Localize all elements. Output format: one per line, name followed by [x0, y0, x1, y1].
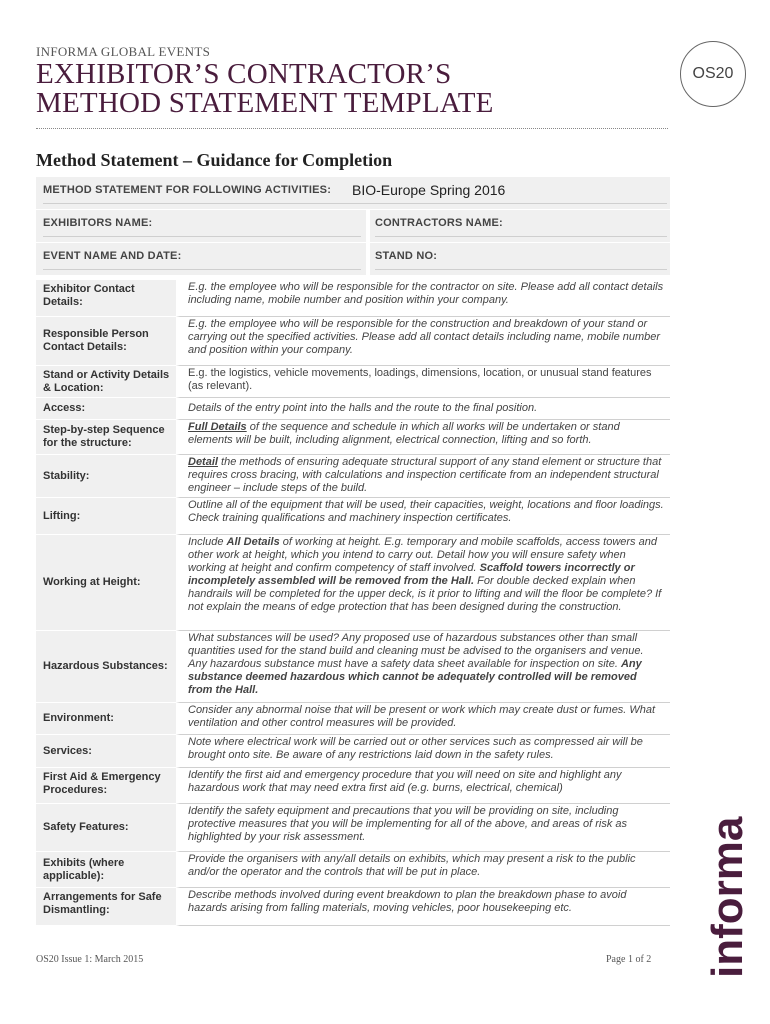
document-title [36, 60, 494, 118]
names-field-row [36, 210, 670, 242]
contractors-name-label: CONTRACTORS NAME: [375, 217, 503, 229]
row-guidance-text: of working at height. E.g. temporary and mobile scaffolds, access towers and other work at height, which you intend to carry out. Detail how you will ensure safety when working at height and confirm competency of staff involved. [188, 536, 657, 574]
row-guidance [176, 631, 670, 703]
row-guidance: Identify the safety equipment and precautions that you will be providing on site, including protective measures that you will be implementing for all of the above, and areas of risk as highlighted by your risk assessment. [176, 804, 670, 852]
row-label: Hazardous Substances: [36, 631, 176, 703]
section-subtitle: Method Statement – Guidance for Completion [36, 150, 393, 170]
exhibitors-name-label: EXHIBITORS NAME: [43, 217, 153, 229]
table-row [36, 804, 670, 852]
row-guidance: E.g. the logistics, vehicle movements, loadings, dimensions, location, or unusual stand features (as relevant). [176, 366, 670, 398]
row-label: Exhibitor Contact Details: [36, 280, 176, 317]
row-guidance [176, 455, 670, 498]
stand-no-field[interactable] [375, 269, 667, 270]
footer-issue: OS20 Issue 1: March 2015 [36, 954, 144, 965]
row-guidance: E.g. the employee who will be responsible for the contractor on site. Please add all contact details including name, mobile number and position within your company. [176, 280, 670, 317]
field-separator [366, 210, 370, 242]
row-label: Arrangements for Safe Dismantling: [36, 888, 176, 926]
row-guidance-text: What substances will be used? Any proposed use of hazardous substances other than small quantities used for the stand build and cleaning must be advised to the organisers and venue. Any hazardous substance must have a safety data sheet available for inspection on site. [188, 632, 644, 670]
event-name-field[interactable] [43, 269, 361, 270]
row-label: First Aid & Emergency Procedures: [36, 768, 176, 804]
table-row [36, 455, 670, 498]
table-row [36, 317, 670, 366]
activities-field-row [36, 177, 670, 209]
row-guidance-emphasis: Detail [188, 456, 218, 468]
row-label: Lifting: [36, 498, 176, 535]
row-label: Exhibits (where applicable): [36, 852, 176, 888]
table-row [36, 852, 670, 888]
activities-label: METHOD STATEMENT FOR FOLLOWING ACTIVITIES: [43, 184, 332, 196]
table-row [36, 420, 670, 455]
row-guidance: Details of the entry point into the halls and the route to the final position. [176, 398, 670, 420]
activities-underline [43, 203, 667, 204]
row-label: Working at Height: [36, 535, 176, 631]
table-row [36, 366, 670, 398]
table-row [36, 703, 670, 735]
table-row [36, 535, 670, 631]
table-row [36, 631, 670, 703]
row-guidance-warning: Scaffold towers incorrectly or incompletely assembled will be removed from the Hall. [188, 562, 635, 587]
row-guidance: Describe methods involved during event breakdown to plan the breakdown phase to avoid hazards arising from falling materials, moving vehicles, poor housekeeping etc. [176, 888, 670, 926]
logo-text: informa [703, 816, 752, 978]
row-guidance-emphasis: Full Details [188, 421, 247, 433]
title-line-1: EXHIBITOR’S CONTRACTOR’S [36, 58, 452, 90]
organisation-name: INFORMA GLOBAL EVENTS [36, 44, 211, 59]
row-label: Stand or Activity Details & Location: [36, 366, 176, 398]
row-guidance: Note where electrical work will be carried out or other services such as compressed air will be brought onto site. Be aware of any restrictions laid down in the safety rules. [176, 735, 670, 768]
row-guidance-text: For double decked explain when handrails will be completed for the upper deck, is it prior to lifting and will the floor be complete? If not explain the means of edge protection that has been designed during the construction. [188, 575, 662, 613]
row-guidance: Consider any abnormal noise that will be present or work which may create dust or fumes. What ventilation and other control measures will be provided. [176, 703, 670, 735]
event-name-label: EVENT NAME AND DATE: [43, 250, 182, 262]
row-guidance [176, 535, 670, 631]
row-label: Services: [36, 735, 176, 768]
activities-value[interactable]: BIO-Europe Spring 2016 [352, 182, 506, 198]
row-label: Stability: [36, 455, 176, 498]
table-row [36, 498, 670, 535]
row-label: Environment: [36, 703, 176, 735]
field-separator [366, 243, 370, 275]
row-guidance-emphasis: All Details [226, 536, 280, 548]
event-field-row [36, 243, 670, 275]
row-guidance-text: Include [188, 536, 227, 548]
row-guidance-text: of the sequence and schedule in which all works will be undertaken or stand elements will be built, including alignment, electrical connection, lifting and so forth. [188, 421, 620, 446]
row-label: Responsible Person Contact Details: [36, 317, 176, 366]
informa-logo [690, 816, 760, 980]
form-code-badge [680, 41, 746, 107]
footer-page-number: Page 1 of 2 [606, 954, 652, 965]
row-guidance-text: the methods of ensuring adequate structural support of any stand element or structure that requires cross bracing, with calculations and inspection certificate from an independent structural engineer – include steps of the build. [188, 456, 662, 494]
stand-no-label: STAND NO: [375, 250, 438, 262]
title-line-2: METHOD STATEMENT TEMPLATE [36, 87, 494, 119]
contractors-name-field[interactable] [375, 236, 667, 237]
row-guidance-warning: Any substance deemed hazardous which cannot be adequately controlled will be removed from the Hall. [188, 658, 642, 696]
table-row [36, 398, 670, 420]
table-row [36, 888, 670, 926]
row-guidance [176, 420, 670, 455]
row-guidance: Provide the organisers with any/all details on exhibits, which may present a risk to the public and/or the operator and the controls that will be put in place. [176, 852, 670, 888]
header-divider [36, 128, 668, 129]
exhibitors-name-field[interactable] [43, 236, 361, 237]
row-label: Safety Features: [36, 804, 176, 852]
row-guidance: Outline all of the equipment that will be used, their capacities, weight, locations and floor loadings. Check training qualifications and machinery inspection certificates. [176, 498, 670, 535]
form-code: OS20 [692, 65, 734, 82]
row-label: Access: [36, 398, 176, 420]
table-row [36, 735, 670, 768]
table-row [36, 280, 670, 317]
row-label: Step-by-step Sequence for the structure: [36, 420, 176, 455]
row-guidance: E.g. the employee who will be responsible for the construction and breakdown of your stand or carrying out the specified activities. Please add all contact details including name, mobile number and position within your company. [176, 317, 670, 366]
table-row [36, 768, 670, 804]
row-guidance: Identify the first aid and emergency procedure that you will need on site and highlight any hazardous work that may need extra first aid (e.g. burns, electrical, chemical) [176, 768, 670, 804]
